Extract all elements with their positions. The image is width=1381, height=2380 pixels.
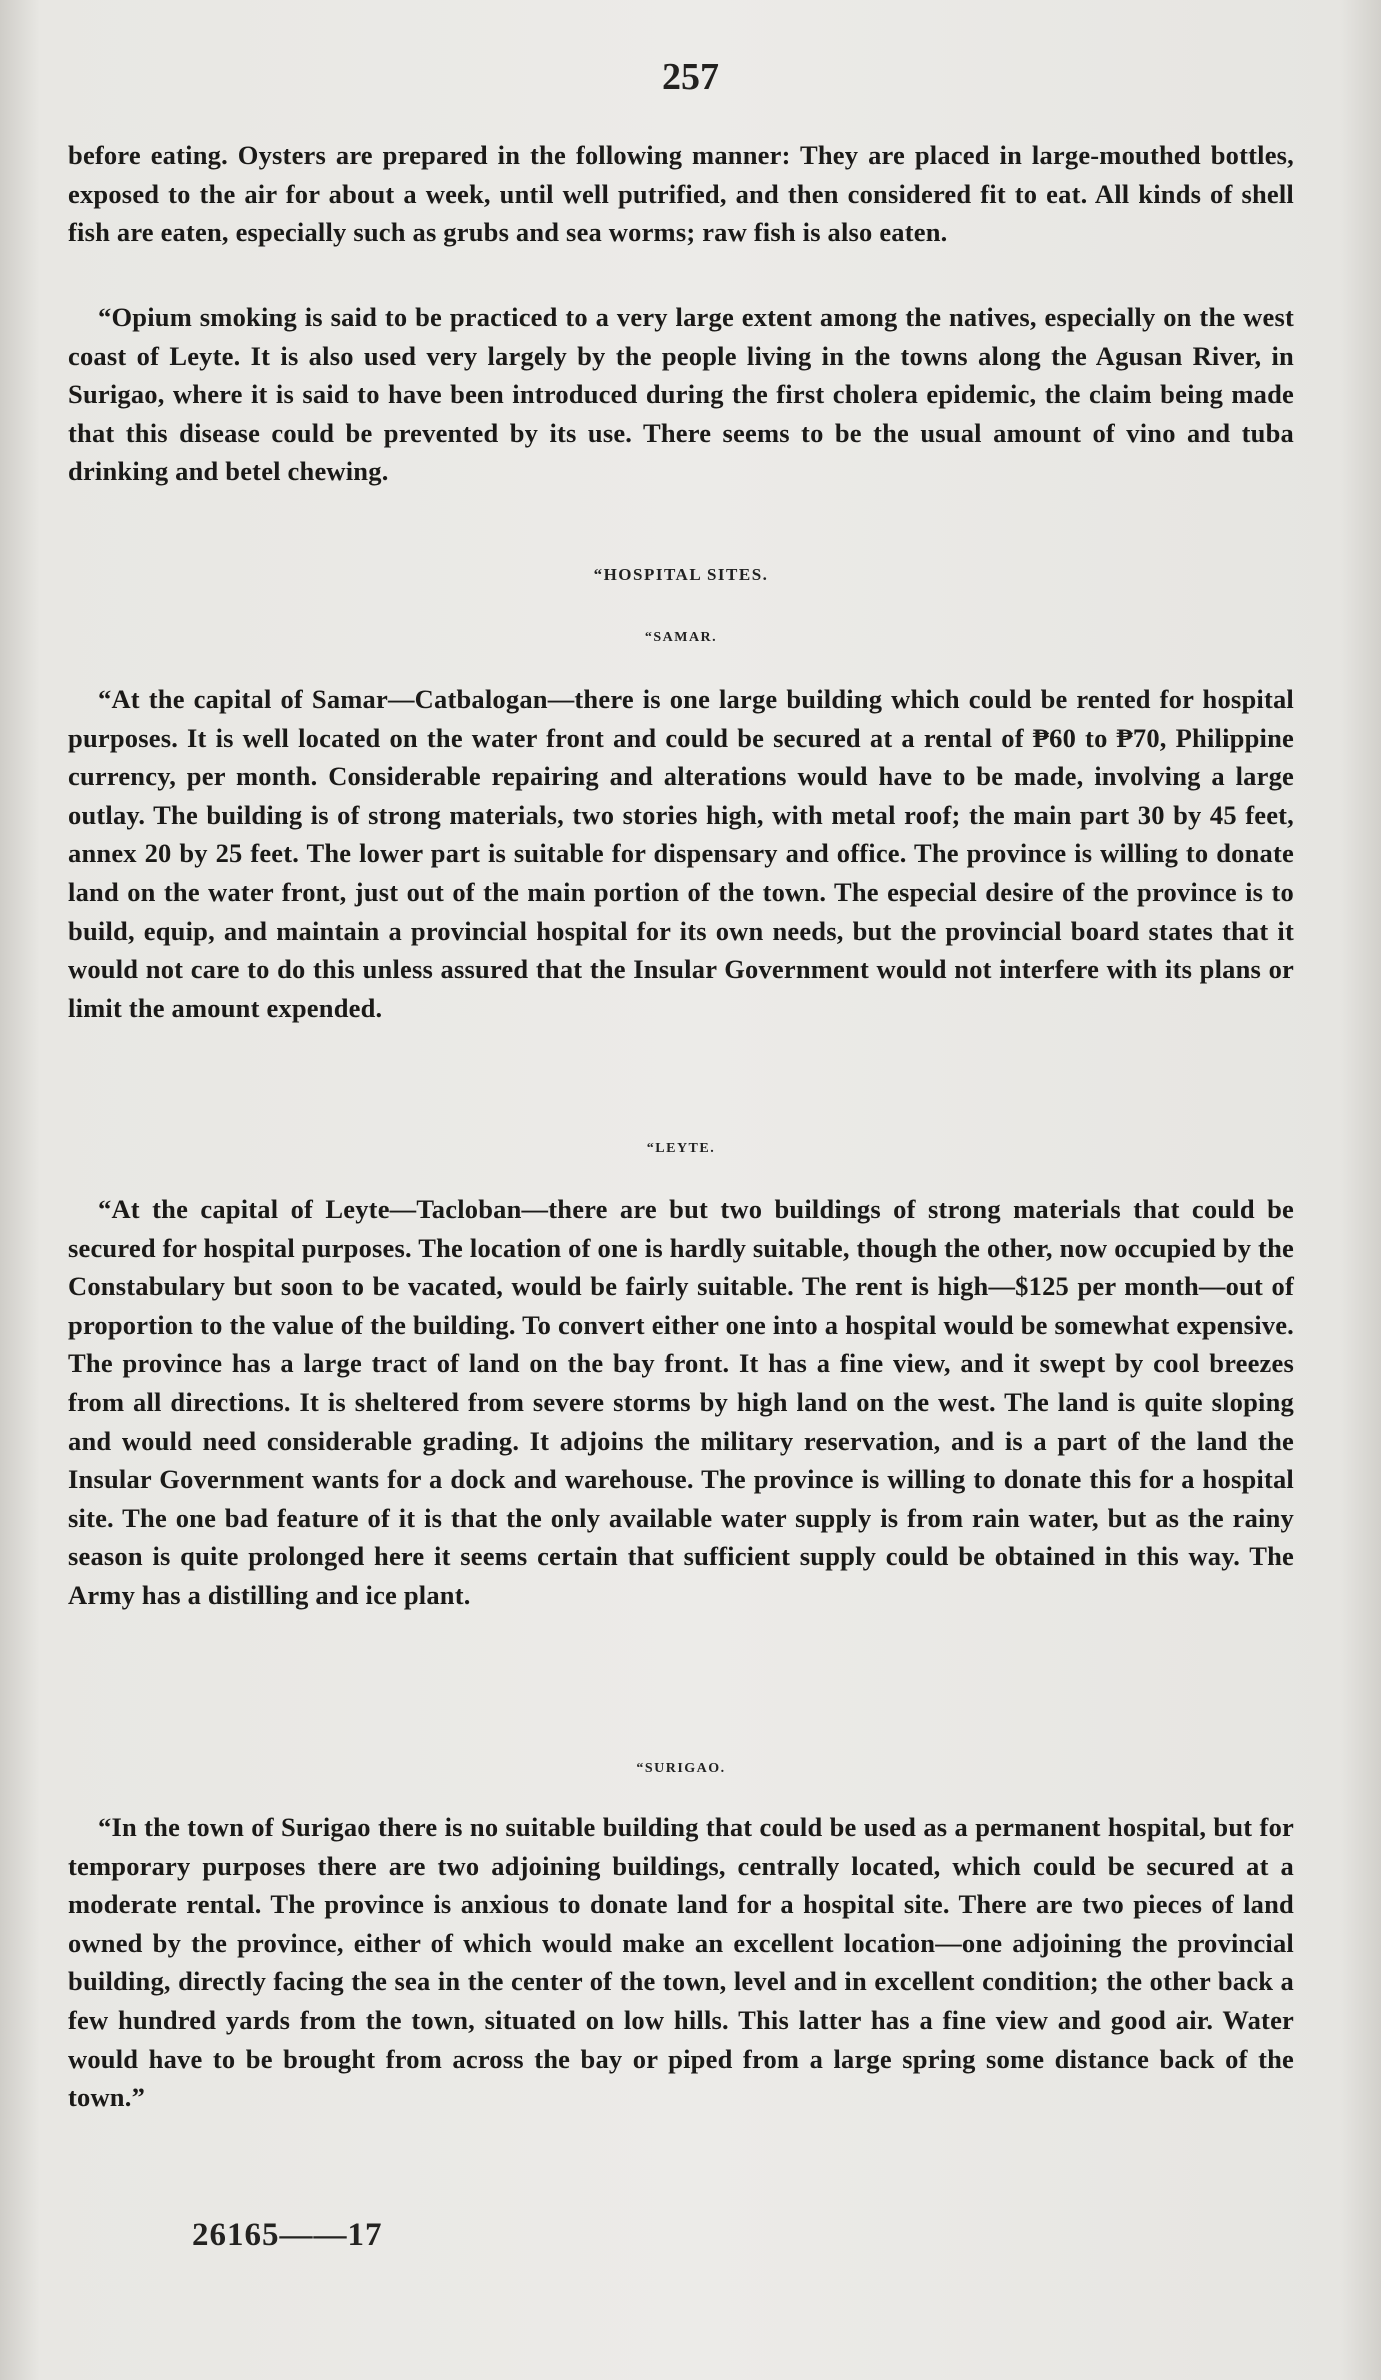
paragraph-surigao: “In the town of Surigao there is no suitable building that could be used as a permanent hospital, but for temporary purposes there are two adjoining buildings, centrally located, which could be secured at a moderate rental. The province is anxious to donate land for a hospital site. There are two pieces of land owned by the province, either of which would make an excellent location—one adjoining the provincial building, directly facing the sea in the center of the town, level and in excellent condition; the other back a few hundred yards from the town, situated on low hills. This latter has a fine view and good air. Water would have to be brought from across the bay or piped from a large spring some distance back of the town.” [68, 1812, 1294, 2113]
heading-hospital-sites: “HOSPITAL SITES. [593, 565, 769, 584]
page-number: 257 [662, 56, 719, 98]
paragraph-opium: “Opium smoking is said to be practiced to a very large extent among the natives, especially on the west coast of Leyte. It is also used very largely by the people living in the towns along the Agusan River, in Surigao, where it is said to have been introduced during the first cholera epidemic, the claim being made that this disease could be prevented by its use. There seems to be the usual amount of vino and tuba drinking and betel chewing. [68, 302, 1294, 487]
heading-surigao: “SURIGAO. [636, 1761, 726, 1776]
heading-leyte: “LEYTE. [646, 1141, 716, 1156]
paragraph-leyte: “At the capital of Leyte—Tacloban—there are but two buildings of strong materials that could be secured for hospital purposes. The location of one is hardly suitable, though the other, now occupied by the Constabulary but soon to be vacated, would be fairly suitable. The rent is high—$125 per month—out of proportion to the value of the building. To convert either one into a hospital would be somewhat expensive. The province has a large tract of land on the bay front. It has a fine view, and it swept by cool breezes from all directions. It is sheltered from severe storms by high land on the west. The land is quite sloping and would need considerable grading. It adjoins the military reservation, and is a part of the land the Insular Government wants for a dock and warehouse. The province is willing to donate this for a hospital site. The one bad feature of it is that the only available water supply is from rain water, but as the rainy season is quite prolonged here it seems certain that sufficient supply could be obtained in this way. The Army has a distilling and ice plant. [68, 1194, 1294, 1610]
paragraph-eating-habits: before eating. Oysters are prepared in the following manner: They are placed in large-mouthed bottles, exposed to the air for about a week, until well putrified, and then considered fit to eat. All kinds of shell fish are eaten, especially such as grubs and sea worms; raw fish is also eaten. [68, 140, 1294, 248]
signature-code: 26165——17 [192, 2217, 383, 2253]
paragraph-samar: “At the capital of Samar—Catbalogan—there is one large building which could be rented for hospital purposes. It is well located on the water front and could be secured at a rental of ₱60 to ₱70, Philippine currency, per month. Considerable repairing and alterations would have to be made, involving a large outlay. The building is of strong materials, two stories high, with metal roof; the main part 30 by 45 feet, annex 20 by 25 feet. The lower part is suitable for dispensary and office. The province is willing to donate land on the water front, just out of the main portion of the town. The especial desire of the province is to build, equip, and maintain a provincial hospital for its own needs, but the provincial board states that it would not care to do this unless assured that the Insular Government would not interfere with its plans or limit the amount expended. [68, 684, 1294, 1023]
heading-samar: “SAMAR. [644, 630, 718, 645]
